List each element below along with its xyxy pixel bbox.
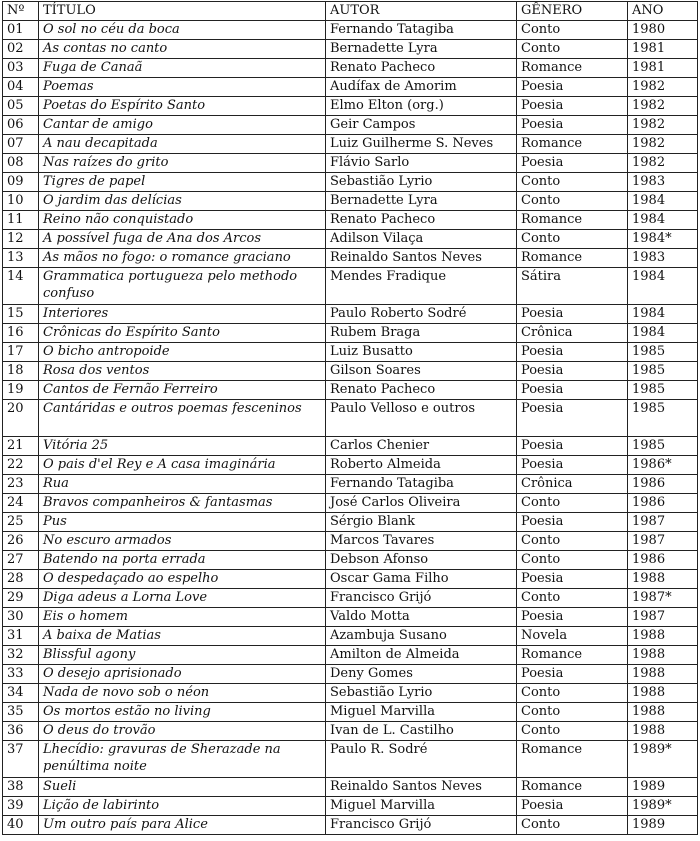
cell-genero: Conto [517,589,628,608]
table-row [3,268,698,305]
cell-genero: Poesia [517,665,628,684]
cell-autor: Fernando Tatagiba [326,21,517,40]
cell-num: 28 [3,570,39,589]
table-row [3,741,698,778]
cell-genero: Conto [517,21,628,40]
cell-titulo: Interiores [39,305,326,324]
cell-autor: Rubem Braga [326,324,517,343]
table-row [3,608,698,627]
cell-num: 08 [3,154,39,173]
cell-autor: Paulo Roberto Sodré [326,305,517,324]
table-row [3,589,698,608]
cell-ano: 1988 [628,722,698,741]
cell-ano: 1988 [628,703,698,722]
cell-titulo: Reino não conquistado [39,211,326,230]
cell-autor: Luiz Guilherme S. Neves [326,135,517,154]
cell-autor: José Carlos Oliveira [326,494,517,513]
cell-num: 23 [3,475,39,494]
cell-genero: Romance [517,59,628,78]
cell-num: 22 [3,456,39,475]
cell-titulo: Lição de labirinto [39,797,326,816]
cell-num: 03 [3,59,39,78]
cell-genero: Poesia [517,608,628,627]
cell-num: 20 [3,400,39,437]
cell-ano: 1982 [628,97,698,116]
cell-num: 01 [3,21,39,40]
table-row [3,646,698,665]
table-row [3,40,698,59]
table-row [3,21,698,40]
cell-num: 19 [3,381,39,400]
cell-autor: Reinaldo Santos Neves [326,778,517,797]
cell-genero: Romance [517,135,628,154]
table-row [3,324,698,343]
cell-ano: 1986 [628,475,698,494]
table-row [3,722,698,741]
cell-num: 12 [3,230,39,249]
cell-num: 26 [3,532,39,551]
cell-autor: Valdo Motta [326,608,517,627]
cell-autor: Fernando Tatagiba [326,475,517,494]
cell-ano: 1987 [628,608,698,627]
table-row [3,627,698,646]
cell-num: 04 [3,78,39,97]
cell-ano: 1982 [628,78,698,97]
cell-ano: 1984 [628,211,698,230]
table-row [3,532,698,551]
cell-genero: Conto [517,192,628,211]
cell-genero: Conto [517,40,628,59]
table-row [3,154,698,173]
table-row [3,343,698,362]
cell-titulo: Fuga de Canaã [39,59,326,78]
cell-titulo: A nau decapitada [39,135,326,154]
cell-genero: Conto [517,703,628,722]
cell-genero: Poesia [517,437,628,456]
cell-num: 05 [3,97,39,116]
table-row [3,59,698,78]
cell-genero: Poesia [517,116,628,135]
cell-ano: 1982 [628,116,698,135]
cell-ano: 1986* [628,456,698,475]
cell-num: 21 [3,437,39,456]
cell-num: 18 [3,362,39,381]
cell-ano: 1984 [628,268,698,305]
cell-autor: Bernadette Lyra [326,40,517,59]
cell-num: 06 [3,116,39,135]
cell-num: 38 [3,778,39,797]
cell-ano: 1981 [628,59,698,78]
cell-ano: 1989* [628,797,698,816]
cell-titulo: Cantáridas e outros poemas fesceninos [39,400,326,437]
cell-genero: Conto [517,722,628,741]
cell-titulo: O despedaçado ao espelho [39,570,326,589]
cell-num: 07 [3,135,39,154]
cell-titulo: No escuro armados [39,532,326,551]
table-row [3,381,698,400]
header-row [3,2,698,21]
cell-ano: 1985 [628,343,698,362]
table-row [3,400,698,437]
cell-titulo: Um outro país para Alice [39,816,326,835]
cell-ano: 1987 [628,532,698,551]
table-row [3,570,698,589]
cell-genero: Conto [517,494,628,513]
cell-ano: 1988 [628,684,698,703]
cell-autor: Francisco Grijó [326,816,517,835]
cell-genero: Crônica [517,324,628,343]
cell-autor: Renato Pacheco [326,381,517,400]
cell-autor: Elmo Elton (org.) [326,97,517,116]
cell-titulo: A possível fuga de Ana dos Arcos [39,230,326,249]
table-row [3,116,698,135]
cell-ano: 1986 [628,494,698,513]
cell-ano: 1989 [628,778,698,797]
cell-titulo: Poemas [39,78,326,97]
cell-titulo: O desejo aprisionado [39,665,326,684]
cell-titulo: Sueli [39,778,326,797]
cell-ano: 1985 [628,362,698,381]
cell-autor: Renato Pacheco [326,211,517,230]
cell-genero: Romance [517,646,628,665]
cell-titulo: O jardim das delícias [39,192,326,211]
cell-autor: Oscar Gama Filho [326,570,517,589]
cell-genero: Poesia [517,400,628,437]
cell-genero: Novela [517,627,628,646]
cell-genero: Romance [517,249,628,268]
table-row [3,305,698,324]
cell-titulo: A baixa de Matias [39,627,326,646]
cell-num: 37 [3,741,39,778]
table-row [3,475,698,494]
cell-genero: Romance [517,778,628,797]
cell-num: 02 [3,40,39,59]
cell-genero: Poesia [517,797,628,816]
cell-titulo: Cantar de amigo [39,116,326,135]
cell-genero: Conto [517,532,628,551]
cell-num: 10 [3,192,39,211]
cell-num: 27 [3,551,39,570]
cell-ano: 1988 [628,627,698,646]
cell-autor: Miguel Marvilla [326,703,517,722]
cell-num: 25 [3,513,39,532]
table-row [3,192,698,211]
cell-ano: 1984 [628,305,698,324]
cell-genero: Poesia [517,97,628,116]
cell-genero: Poesia [517,78,628,97]
cell-ano: 1985 [628,381,698,400]
cell-autor: Audífax de Amorim [326,78,517,97]
cell-titulo: Diga adeus a Lorna Love [39,589,326,608]
cell-autor: Debson Afonso [326,551,517,570]
cell-genero: Poesia [517,513,628,532]
cell-titulo: Os mortos estão no living [39,703,326,722]
cell-autor: Flávio Sarlo [326,154,517,173]
cell-autor: Carlos Chenier [326,437,517,456]
cell-autor: Adilson Vilaça [326,230,517,249]
cell-titulo: As mãos no fogo: o romance graciano [39,249,326,268]
cell-ano: 1980 [628,21,698,40]
cell-autor: Ivan de L. Castilho [326,722,517,741]
table-row [3,78,698,97]
cell-autor: Renato Pacheco [326,59,517,78]
table-row [3,494,698,513]
cell-titulo: Bravos companheiros & fantasmas [39,494,326,513]
cell-titulo: O bicho antropoide [39,343,326,362]
cell-titulo: Grammatica portugueza pelo methodo confuso [39,268,326,305]
cell-num: 09 [3,173,39,192]
cell-autor: Deny Gomes [326,665,517,684]
cell-ano: 1983 [628,173,698,192]
cell-autor: Miguel Marvilla [326,797,517,816]
cell-num: 34 [3,684,39,703]
cell-ano: 1982 [628,154,698,173]
cell-autor: Paulo Velloso e outros [326,400,517,437]
cell-titulo: Poetas do Espírito Santo [39,97,326,116]
cell-ano: 1983 [628,249,698,268]
table-row [3,230,698,249]
cell-autor: Sebastião Lyrio [326,684,517,703]
cell-autor: Roberto Almeida [326,456,517,475]
cell-titulo: Tigres de papel [39,173,326,192]
cell-titulo: Vitória 25 [39,437,326,456]
table-row [3,249,698,268]
cell-ano: 1989 [628,816,698,835]
cell-autor: Amilton de Almeida [326,646,517,665]
cell-num: 31 [3,627,39,646]
cell-autor: Reinaldo Santos Neves [326,249,517,268]
cell-ano: 1981 [628,40,698,59]
cell-genero: Conto [517,816,628,835]
cell-autor: Luiz Busatto [326,343,517,362]
cell-genero: Sátira [517,268,628,305]
table-row [3,513,698,532]
header-num: Nº [3,2,39,21]
table-row [3,703,698,722]
cell-num: 13 [3,249,39,268]
table-row [3,437,698,456]
cell-genero: Poesia [517,305,628,324]
cell-num: 15 [3,305,39,324]
cell-num: 35 [3,703,39,722]
cell-autor: Sebastião Lyrio [326,173,517,192]
cell-titulo: Crônicas do Espírito Santo [39,324,326,343]
cell-genero: Conto [517,684,628,703]
cell-ano: 1987 [628,513,698,532]
table-row [3,778,698,797]
book-list-table [2,1,698,835]
cell-autor: Geir Campos [326,116,517,135]
table-row [3,816,698,835]
cell-num: 40 [3,816,39,835]
cell-titulo: As contas no canto [39,40,326,59]
cell-genero: Poesia [517,362,628,381]
cell-titulo: Pus [39,513,326,532]
header-titulo: TÍTULO [39,2,326,21]
cell-num: 30 [3,608,39,627]
table-body [3,21,698,835]
cell-titulo: Blissful agony [39,646,326,665]
table-row [3,173,698,192]
cell-ano: 1988 [628,646,698,665]
table-row [3,665,698,684]
cell-ano: 1982 [628,135,698,154]
table-row [3,97,698,116]
cell-genero: Poesia [517,570,628,589]
cell-titulo: Rua [39,475,326,494]
cell-titulo: Nas raízes do grito [39,154,326,173]
cell-num: 14 [3,268,39,305]
cell-num: 33 [3,665,39,684]
cell-ano: 1987* [628,589,698,608]
header-autor: AUTOR [326,2,517,21]
cell-titulo: Lhecídio: gravuras de Sherazade na penúltima noite [39,741,326,778]
table-row [3,684,698,703]
header-ano: ANO [628,2,698,21]
cell-genero: Poesia [517,381,628,400]
table-row [3,211,698,230]
cell-genero: Conto [517,173,628,192]
cell-genero: Poesia [517,154,628,173]
cell-ano: 1984 [628,324,698,343]
table-row [3,362,698,381]
cell-genero: Poesia [517,343,628,362]
cell-num: 17 [3,343,39,362]
cell-autor: Francisco Grijó [326,589,517,608]
cell-num: 24 [3,494,39,513]
cell-genero: Romance [517,741,628,778]
cell-ano: 1984* [628,230,698,249]
cell-titulo: Rosa dos ventos [39,362,326,381]
table-row [3,551,698,570]
cell-autor: Marcos Tavares [326,532,517,551]
cell-genero: Romance [517,211,628,230]
cell-genero: Conto [517,230,628,249]
header-genero: GÊNERO [517,2,628,21]
cell-genero: Poesia [517,456,628,475]
cell-ano: 1988 [628,570,698,589]
cell-titulo: O pais d'el Rey e A casa imaginária [39,456,326,475]
cell-titulo: Batendo na porta errada [39,551,326,570]
cell-ano: 1984 [628,192,698,211]
cell-genero: Conto [517,551,628,570]
cell-ano: 1988 [628,665,698,684]
cell-autor: Gilson Soares [326,362,517,381]
cell-ano: 1989* [628,741,698,778]
cell-titulo: Eis o homem [39,608,326,627]
cell-num: 32 [3,646,39,665]
cell-titulo: Nada de novo sob o néon [39,684,326,703]
cell-titulo: O sol no céu da boca [39,21,326,40]
cell-num: 36 [3,722,39,741]
cell-ano: 1985 [628,400,698,437]
cell-num: 39 [3,797,39,816]
cell-ano: 1985 [628,437,698,456]
cell-titulo: O deus do trovão [39,722,326,741]
cell-autor: Paulo R. Sodré [326,741,517,778]
cell-num: 16 [3,324,39,343]
cell-titulo: Cantos de Fernão Ferreiro [39,381,326,400]
table-row [3,456,698,475]
cell-num: 29 [3,589,39,608]
cell-genero: Crônica [517,475,628,494]
cell-ano: 1986 [628,551,698,570]
table-row [3,135,698,154]
table-row [3,797,698,816]
cell-autor: Sérgio Blank [326,513,517,532]
cell-autor: Mendes Fradique [326,268,517,305]
cell-autor: Bernadette Lyra [326,192,517,211]
cell-num: 11 [3,211,39,230]
cell-autor: Azambuja Susano [326,627,517,646]
